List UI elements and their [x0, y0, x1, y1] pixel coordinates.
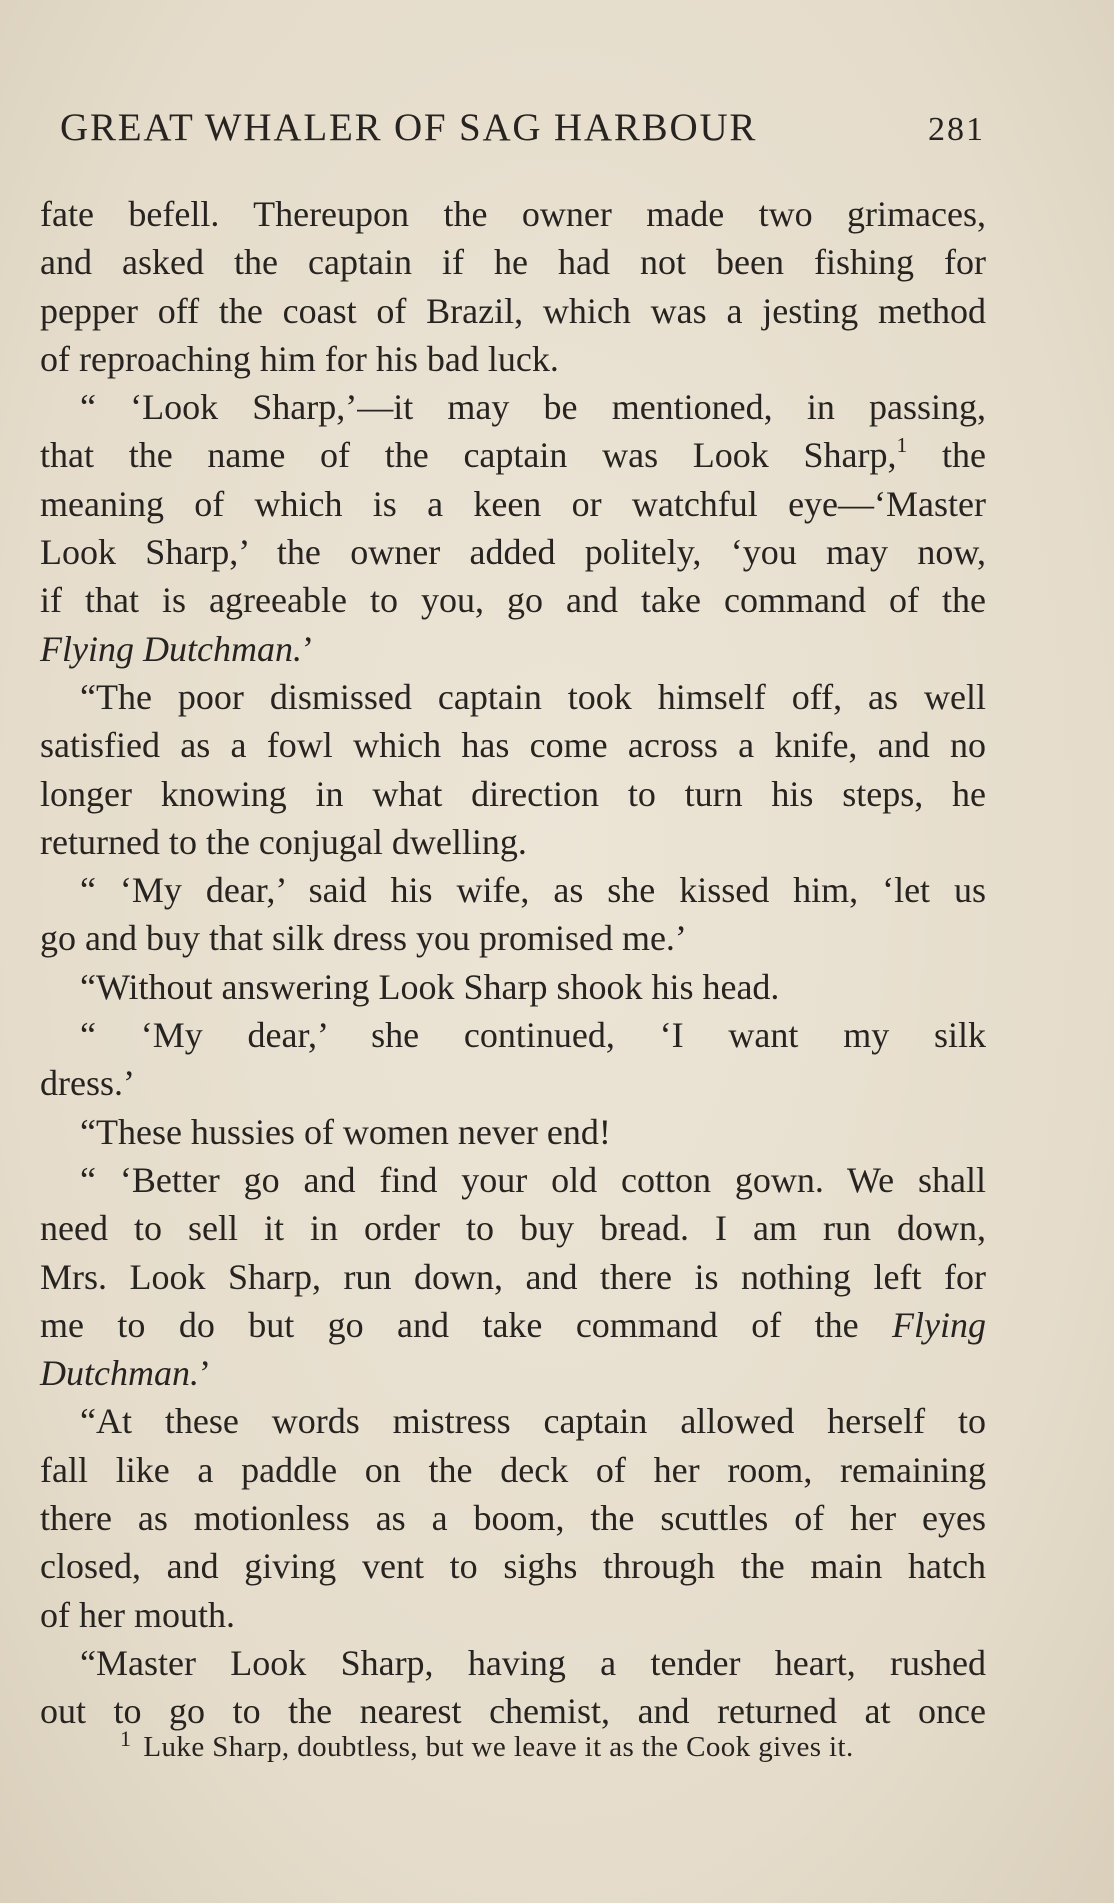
body-text: [40, 190, 986, 1736]
text-line: [40, 431, 986, 479]
text-segment: ’: [198, 1353, 211, 1394]
ship-name: Dutchman.: [40, 1353, 199, 1394]
footnote-text: Luke Sharp, doubtless, but we leave it as the Cook gives it.: [143, 1730, 854, 1763]
text-segment: ’: [301, 628, 314, 669]
ship-name: Flying Dutchman.: [40, 628, 302, 669]
text-line: “ ‘My dear,’ she continued, ‘I want my silk: [80, 1015, 986, 1056]
text-line: longer knowing in what direction to turn his steps, he: [40, 773, 986, 814]
text-segment: me to do but go and take command of the: [40, 1304, 893, 1345]
text-line: [40, 625, 986, 673]
footnote: [120, 1726, 854, 1764]
text-line: fate befell. Thereupon the owner made two grimaces,: [40, 194, 986, 234]
text-line: “ ‘Better go and find your old cotton gown. We shall: [80, 1159, 986, 1200]
text-line: dress.’: [40, 1063, 135, 1104]
text-line: go and buy that silk dress you promised me.’: [40, 918, 687, 959]
page-number: 281: [928, 111, 985, 148]
running-head: [60, 105, 985, 165]
ship-name: Flying: [892, 1304, 986, 1345]
text-line: and asked the captain if he had not been fishing for: [40, 242, 986, 283]
text-line: “ ‘Look Sharp,’—it may be mentioned, in passing,: [80, 387, 986, 428]
text-line: [40, 1349, 986, 1397]
text-line: “ ‘My dear,’ said his wife, as she kissed him, ‘let us: [80, 870, 986, 911]
text-line: pepper off the coast of Brazil, which was a jesting method: [40, 290, 986, 331]
text-line: “Without answering Look Sharp shook his head.: [80, 966, 780, 1007]
text-line: of her mouth.: [40, 1594, 235, 1635]
text-line: meaning of which is a keen or watchful eye—‘Master: [40, 483, 986, 524]
running-head-title: GREAT WHALER OF SAG HARBOUR: [60, 106, 758, 149]
text-line: “These hussies of women never end!: [80, 1111, 611, 1152]
text-line: closed, and giving vent to sighs through the main hatch: [40, 1546, 986, 1587]
text-line: [40, 1301, 986, 1349]
text-segment: that the name of the captain was Look Sharp,: [40, 435, 897, 476]
text-line: fall like a paddle on the deck of her room, remaining: [40, 1449, 986, 1490]
text-line: “The poor dismissed captain took himself off, as well: [80, 676, 986, 717]
text-line: “Master Look Sharp, having a tender heart, rushed: [80, 1642, 986, 1683]
text-line: there as motionless as a boom, the scuttles of her eyes: [40, 1498, 986, 1539]
text-line: if that is agreeable to you, go and take command of the: [40, 580, 986, 621]
footnote-marker: 1: [120, 1726, 132, 1751]
text-segment: the: [907, 435, 987, 476]
text-line: need to sell it in order to buy bread. I am run down,: [40, 1208, 986, 1249]
text-line: Mrs. Look Sharp, run down, and there is nothing left for: [40, 1256, 986, 1297]
text-line: of reproaching him for his bad luck.: [40, 338, 559, 379]
text-line: Look Sharp,’ the owner added politely, ‘you may now,: [40, 532, 986, 573]
footnote-reference: 1: [896, 433, 908, 458]
text-line: “At these words mistress captain allowed herself to: [80, 1401, 986, 1442]
text-line: satisfied as a fowl which has come across a knife, and no: [40, 725, 986, 766]
text-line: out to go to the nearest chemist, and returned at once: [40, 1691, 986, 1732]
text-line: returned to the conjugal dwelling.: [40, 821, 527, 862]
